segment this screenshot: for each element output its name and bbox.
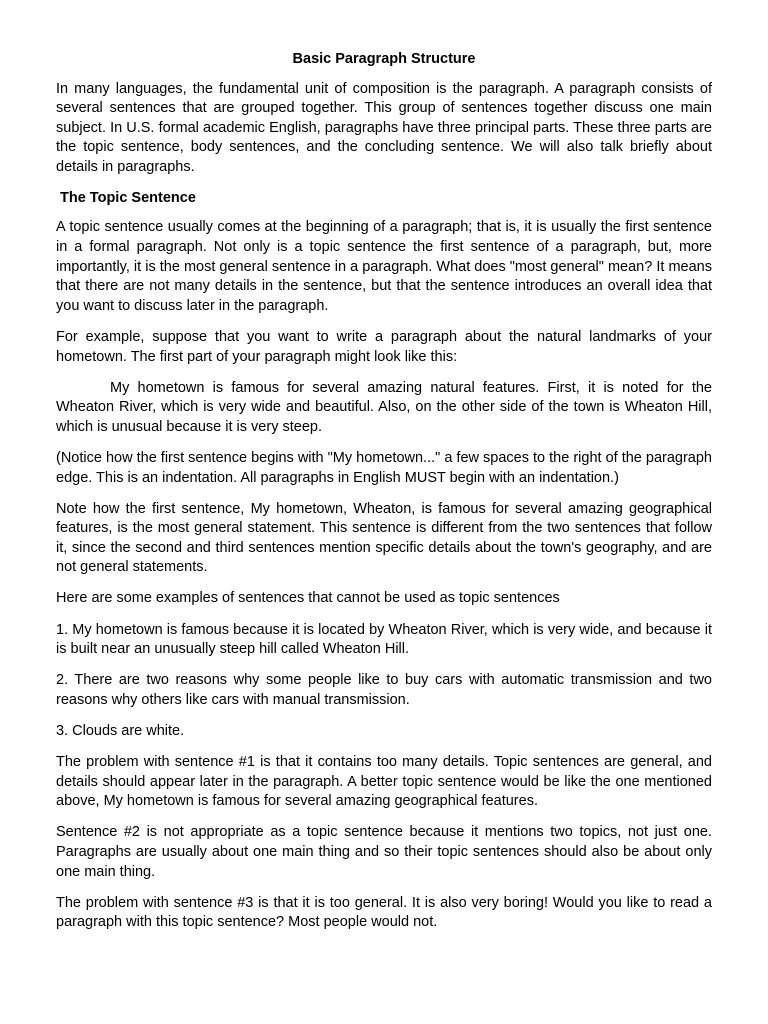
paragraph-indentation-note: (Notice how the first sentence begins with "My hometown..." a few spaces to the right of the paragraph edge. This is an indentation. All paragraphs in English MUST begin with an indentation.) [56, 449, 712, 486]
paragraph-example-intro: For example, suppose that you want to write a paragraph about the natural landmarks of your hometown. The first part of your paragraph might look like this: [56, 328, 712, 365]
paragraph-example-indented: My hometown is famous for several amazing natural features. First, it is noted for the Wheaton River, which is very wide and beautiful. Also, on the other side of the town is Wheaton Hill, which is unusual because it is very steep. [56, 379, 712, 435]
list-item-example-2: 2. There are two reasons why some people like to buy cars with automatic transmission and two reasons why others like cars with manual transmission. [56, 672, 712, 708]
list-item-example-3: 3. Clouds are white. [56, 722, 185, 739]
paragraph-general-statement-note: Note how the first sentence, My hometown, Wheaton, is famous for several amazing geographical features, is the most general statement. This sentence is different from the two sentences that follow it, since the second and third sentences mention specific details about the town's geography, and are not general statements. [56, 500, 712, 576]
paragraph-topic-sentence-definition: A topic sentence usually comes at the beginning of a paragraph; that is, it is usually the first sentence in a formal paragraph. Not only is a topic sentence the first sentence of a paragraph, but, more importantly, it is the most general sentence in a paragraph. What does "most general" mean? It means that there are not many details in the sentence, but that the sentence introduces an overall idea that you want to discuss later in the paragraph. [56, 219, 712, 314]
intro-paragraph: In many languages, the fundamental unit of composition is the paragraph. A paragraph consists of several sentences that are grouped together. This group of sentences together discuss one main subject. In U.S. formal academic English, paragraphs have three principal parts. These three parts are the topic sentence, body sentences, and the concluding sentence. We will also talk briefly about details in paragraphs. [56, 80, 712, 175]
section-heading: The Topic Sentence [60, 189, 196, 206]
list-item-example-1: 1. My hometown is famous because it is located by Wheaton River, which is very wide, and because it is built near an unusually steep hill called Wheaton Hill. [56, 621, 712, 658]
paragraph-examples-intro: Here are some examples of sentences that cannot be used as topic sentences [56, 590, 560, 607]
paragraph-problem-3: The problem with sentence #3 is that it is too general. It is also very boring! Would you like to read a paragraph with this topic sentence? Most people would not. [56, 894, 712, 931]
paragraph-problem-1: The problem with sentence #1 is that it contains too many details. Topic sentences are general, and details should appear later in the paragraph. A better topic sentence would be like the one mentioned above, My hometown is famous for several amazing geographical features. [56, 754, 712, 810]
page-title: Basic Paragraph Structure [292, 51, 476, 67]
paragraph-problem-2: Sentence #2 is not appropriate as a topic sentence because it mentions two topics, not just one. Paragraphs are usually about one main thing and so their topic sentences should also be about only one main thing. [56, 824, 712, 880]
